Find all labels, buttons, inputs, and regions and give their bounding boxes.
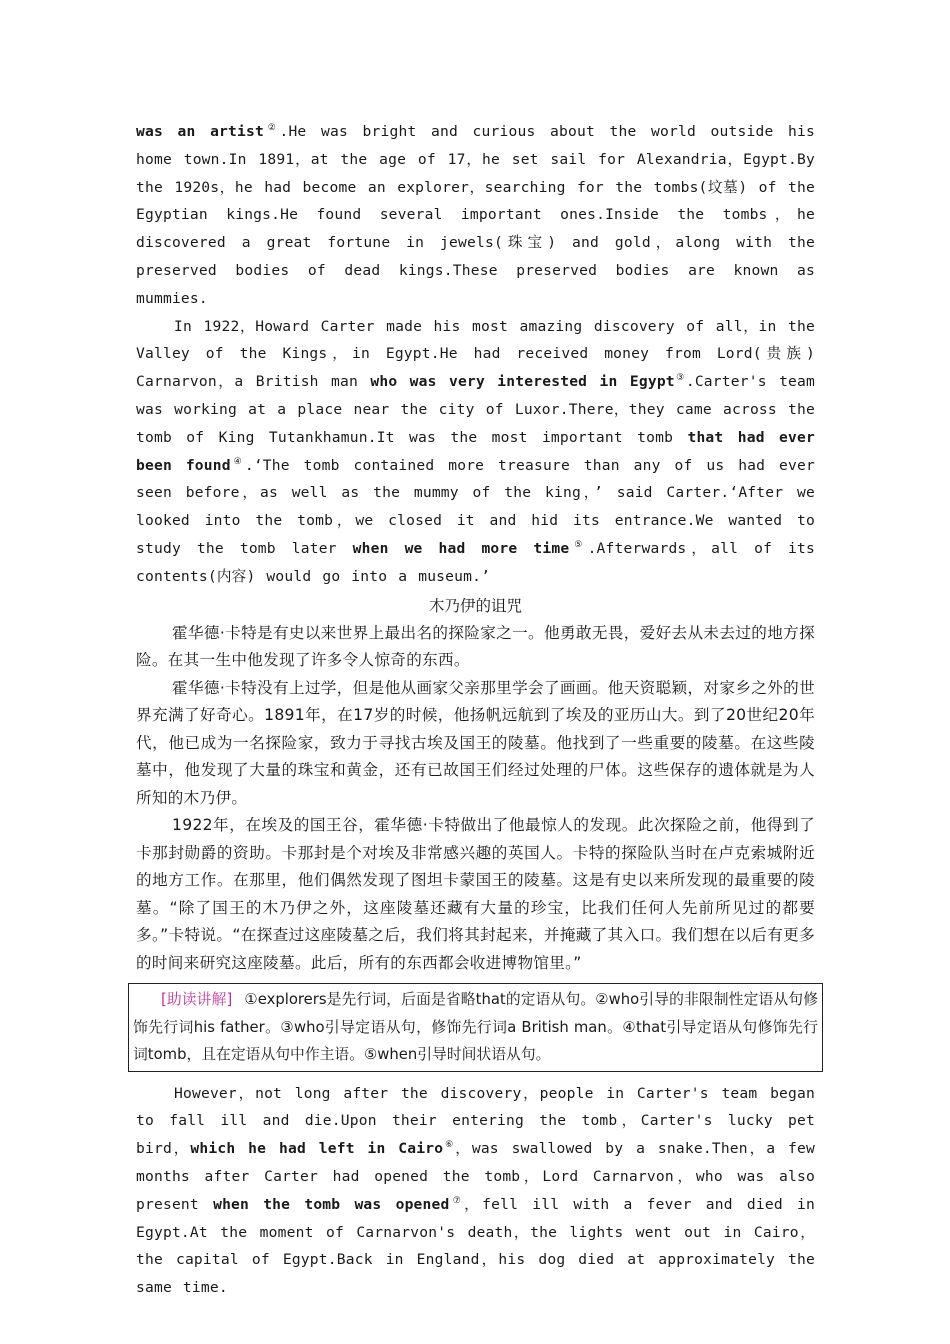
note-marker: ③: [674, 373, 686, 384]
highlight-phrase: that had ever been found: [136, 428, 815, 474]
reading-notes-box: [128, 983, 823, 1072]
translation-paragraph: 霍华德·卡特是有史以来世界上最出名的探险家之一。他勇敢无畏，爱好去从未去过的地方探险。在其一生中他发现了许多令人惊奇的东西。: [136, 623, 815, 670]
paragraph-text: However，not long after the discovery，people in Carter's team began to fall ill and die.Upon their entering the tomb，Carter's lucky pet bird，: [136, 1084, 815, 1158]
highlight-phrase: was an artist: [136, 123, 264, 140]
paragraph-text: .Carter's team was working at a place near the city of Luxor.There，they came across the tomb of King Tutankhamun.It was the most important tomb: [136, 373, 816, 446]
paragraph-curse: [136, 1080, 815, 1302]
paragraph-text: .Afterwards，all of its contents(内容) would go into a museum.’: [136, 539, 815, 585]
note-marker: ⑥: [443, 1140, 456, 1151]
translation-paragraph: 霍华德·卡特没有上过学，但是他从画家父亲那里学会了画画。他天资聪颖，对家乡之外的世界充满了好奇心。1891年，在17岁的时候，他扬帆远航到了埃及的亚历山大。到了20世纪20年代，他已成为一名探险家，致力于寻找古埃及国王的陵墓。他找到了一些重要的陵墓。在这些陵墓中，他发现了大量的珠宝和黄金，还有已故国王们经过处理的尸体。这些保存的遗体就是为人所知的木乃伊。: [136, 678, 815, 807]
note-marker: ⑤: [569, 540, 588, 551]
paragraph-text: .He was bright and curious about the world outside his home town.In 1891，at the age of 17，he set sail for Alexandria，Egypt.By the 1920s，he had become an explorer，searching for the tombs(坟墓) of the Egyptian kings.He found several important ones.Inside the tombs，he discovered a great fortune in jewels(珠宝) and gold，along with the preserved bodies of dead kings.These preserved bodies are known as mummies.: [136, 123, 815, 307]
paragraph-text: .‘The tomb contained more treasure than any of us had ever seen before，as well as the mummy of the king，’ said Carter.‘After we looked into the tomb，we closed it and hid its entrance.We wanted to study the tomb later: [136, 456, 815, 557]
highlight-phrase: who was very interested in Egypt: [370, 373, 675, 391]
highlight-phrase: when the tomb was opened: [213, 1195, 450, 1213]
highlight-phrase: which he had left in Cairo: [190, 1140, 444, 1158]
paragraph-discovery: [136, 313, 815, 591]
paragraph-text: ，fell ill with a fever and died in Egypt.At the moment of Carnarvon's death，the lights went out in Cairo，the capital of Egypt.Back in England，his dog died at approximately the same time.: [136, 1195, 815, 1297]
paragraph-artist: [136, 118, 815, 313]
paragraph-text: ，was swallowed by a snake.Then，a few months after Carter had opened the tomb，Lord Carnarvon，who was also present: [136, 1140, 816, 1213]
note-marker: ②: [264, 123, 280, 134]
note-marker: ⑦: [449, 1195, 465, 1206]
highlight-phrase: when we had more time: [352, 539, 570, 557]
note-marker: ④: [230, 456, 245, 467]
translation-paragraph: 1922年，在埃及的国王谷，霍华德·卡特做出了他最惊人的发现。此次探险之前，他得到了卡那封勋爵的资助。卡那封是个对埃及非常感兴趣的英国人。卡特的探险队当时在卢克索城附近的地方工作。在那里，他们偶然发现了图坦卡蒙国王的陵墓。这是有史以来所发现的最重要的陵墓。“除了国王的木乃伊之外，这座陵墓还藏有大量的珍宝，比我们任何人先前所见过的都要多。”卡特说。“在探查过这座陵墓之后，我们将其封起来，并掩藏了其入口。我们想在以后有更多的时间来研究这座陵墓。此后，所有的东西都会收进博物馆里。”: [136, 816, 815, 972]
notes-label: [助读讲解]: [161, 991, 233, 1009]
translation-title: 木乃伊的诅咒: [428, 596, 522, 615]
paragraph-text: In 1922，Howard Carter made his most amazing discovery of all，in the Valley of the Kings，in Egypt.He had received money from Lord(贵族) Carnarvon，a British man: [136, 317, 815, 391]
notes-text: ①explorers是先行词，后面是省略that的定语从句。②who引导的非限制性定语从句修饰先行词his father。③who引导定语从句，修饰先行词a British man。④that引导定语从句修饰先行词tomb，且在定语从句中作主语。⑤when引导时间状语从句。: [133, 991, 818, 1064]
document-page: [133, 118, 818, 1302]
